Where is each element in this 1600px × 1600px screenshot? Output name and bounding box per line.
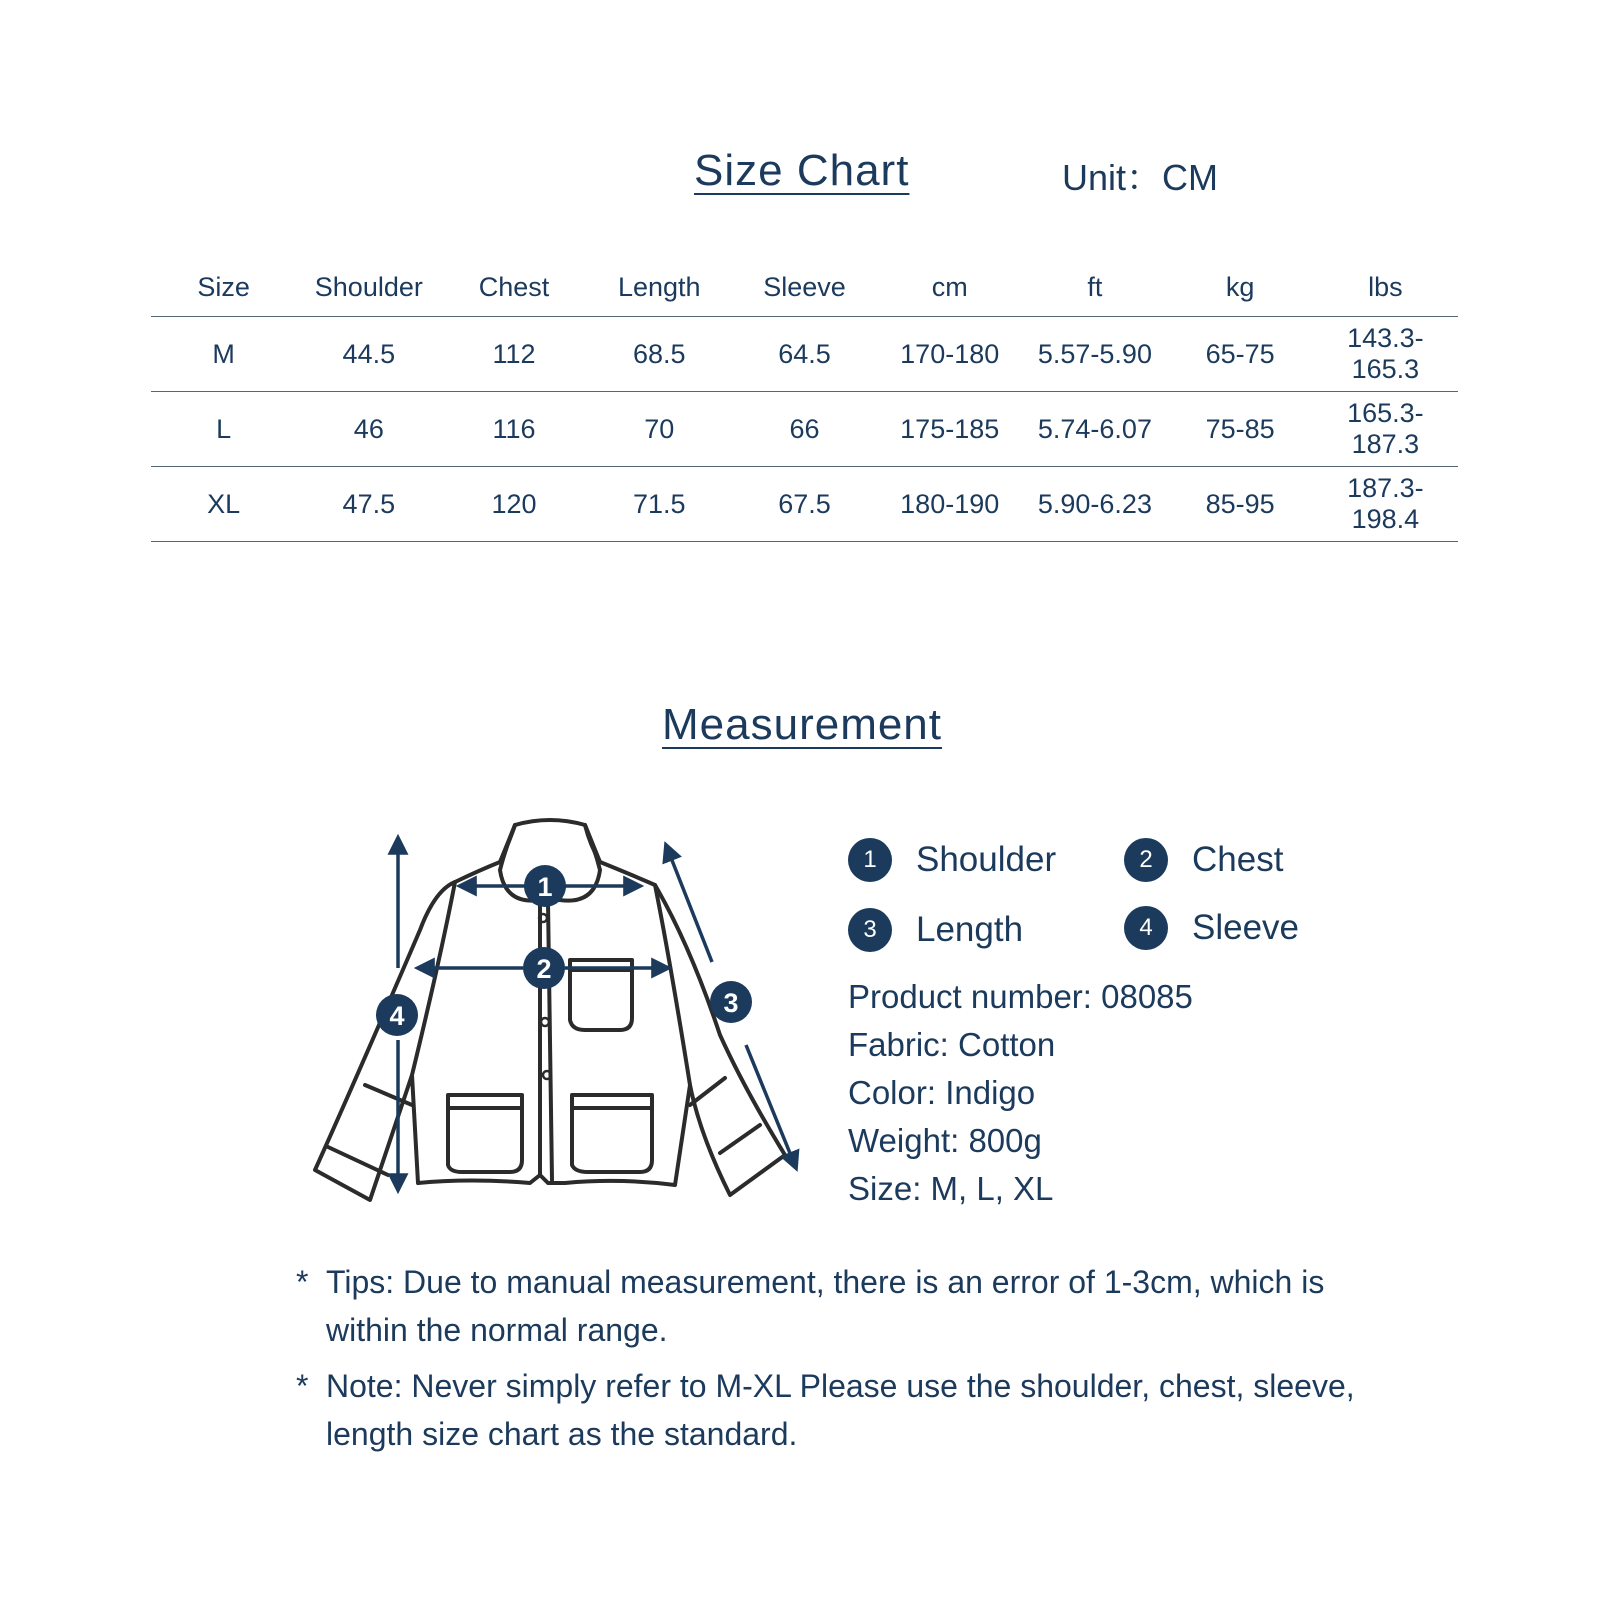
table-cell: 187.3-198.4 xyxy=(1313,467,1458,542)
table-cell: 44.5 xyxy=(296,317,441,392)
legend-label: Shoulder xyxy=(916,840,1057,879)
tips-note xyxy=(296,1258,1376,1354)
legend-label: Sleeve xyxy=(1192,908,1300,947)
table-cell: 64.5 xyxy=(732,317,877,392)
header-size: Size xyxy=(151,258,296,317)
table-cell: 70 xyxy=(587,392,732,467)
header-kg: kg xyxy=(1168,258,1313,317)
number-badge-icon: 4 xyxy=(1124,906,1168,950)
table-cell: 170-180 xyxy=(877,317,1022,392)
table-cell: 143.3-165.3 xyxy=(1313,317,1458,392)
table-cell: 47.5 xyxy=(296,467,441,542)
color: Color: Indigo xyxy=(848,1074,1036,1111)
product-specs xyxy=(848,973,1193,1213)
table-cell: 175-185 xyxy=(877,392,1022,467)
table-cell: 5.74-6.07 xyxy=(1022,392,1167,467)
table-row xyxy=(151,317,1458,392)
table-cell: 5.90-6.23 xyxy=(1022,467,1167,542)
length-arrow-upper xyxy=(666,845,712,962)
legend-item-shoulder xyxy=(848,838,1056,882)
legend-item-length xyxy=(848,908,1023,952)
number-badge-icon: 1 xyxy=(848,838,892,882)
jacket-diagram-icon xyxy=(300,810,810,1215)
unit-label: Unit：CM xyxy=(1062,157,1219,198)
tips-text: Tips: Due to manual measurement, there is an error of 1-3cm, which is within the normal range. xyxy=(326,1264,1325,1348)
number-badge-icon: 2 xyxy=(1124,838,1168,882)
asterisk: * xyxy=(296,1368,309,1404)
number-badge-icon: 3 xyxy=(848,908,892,952)
measurement-title: Measurement xyxy=(662,700,943,749)
table-cell: 85-95 xyxy=(1168,467,1313,542)
header-sleeve: Sleeve xyxy=(732,258,877,317)
table-cell: 116 xyxy=(441,392,586,467)
table-cell: L xyxy=(151,392,296,467)
length-arrow-lower xyxy=(746,1045,796,1168)
table-cell: 46 xyxy=(296,392,441,467)
header-ft: ft xyxy=(1022,258,1167,317)
legend-item-chest xyxy=(1124,838,1283,882)
notes xyxy=(296,1258,1376,1466)
legend-label: Length xyxy=(916,910,1024,949)
marker-3: 3 xyxy=(723,988,739,1018)
table-cell: 112 xyxy=(441,317,586,392)
table-row xyxy=(151,467,1458,542)
measurement-legend xyxy=(848,838,1368,978)
table-cell: M xyxy=(151,317,296,392)
number-badge-icon xyxy=(376,865,752,1036)
marker-2: 2 xyxy=(536,954,552,984)
header-shoulder: Shoulder xyxy=(296,258,441,317)
header-chest: Chest xyxy=(441,258,586,317)
header-cm: cm xyxy=(877,258,1022,317)
table-cell: 75-85 xyxy=(1168,392,1313,467)
size-table xyxy=(151,258,1458,542)
table-cell: 66 xyxy=(732,392,877,467)
product-number: Product number: 08085 xyxy=(848,978,1193,1015)
table-cell: 180-190 xyxy=(877,467,1022,542)
note-text: Note: Never simply refer to M-XL Please use the shoulder, chest, sleeve, length size chart as the standard. xyxy=(326,1368,1355,1452)
sizes: Size: M, L, XL xyxy=(848,1170,1054,1207)
table-cell: 120 xyxy=(441,467,586,542)
table-cell: 71.5 xyxy=(587,467,732,542)
standard-note xyxy=(296,1362,1376,1458)
table-row xyxy=(151,392,1458,467)
asterisk: * xyxy=(296,1264,309,1300)
table-cell: 5.57-5.90 xyxy=(1022,317,1167,392)
marker-1: 1 xyxy=(537,872,553,902)
table-cell: 68.5 xyxy=(587,317,732,392)
weight: Weight: 800g xyxy=(848,1122,1042,1159)
header-lbs: lbs xyxy=(1313,258,1458,317)
table-cell: 165.3-187.3 xyxy=(1313,392,1458,467)
table-header-row xyxy=(151,258,1458,317)
table-cell: XL xyxy=(151,467,296,542)
header-length: Length xyxy=(587,258,732,317)
size-chart-title: Size Chart xyxy=(694,146,910,195)
legend-item-sleeve xyxy=(1124,906,1299,950)
marker-4: 4 xyxy=(389,1001,405,1031)
table-cell: 65-75 xyxy=(1168,317,1313,392)
legend-label: Chest xyxy=(1192,840,1284,879)
fabric: Fabric: Cotton xyxy=(848,1026,1056,1063)
table-cell: 67.5 xyxy=(732,467,877,542)
